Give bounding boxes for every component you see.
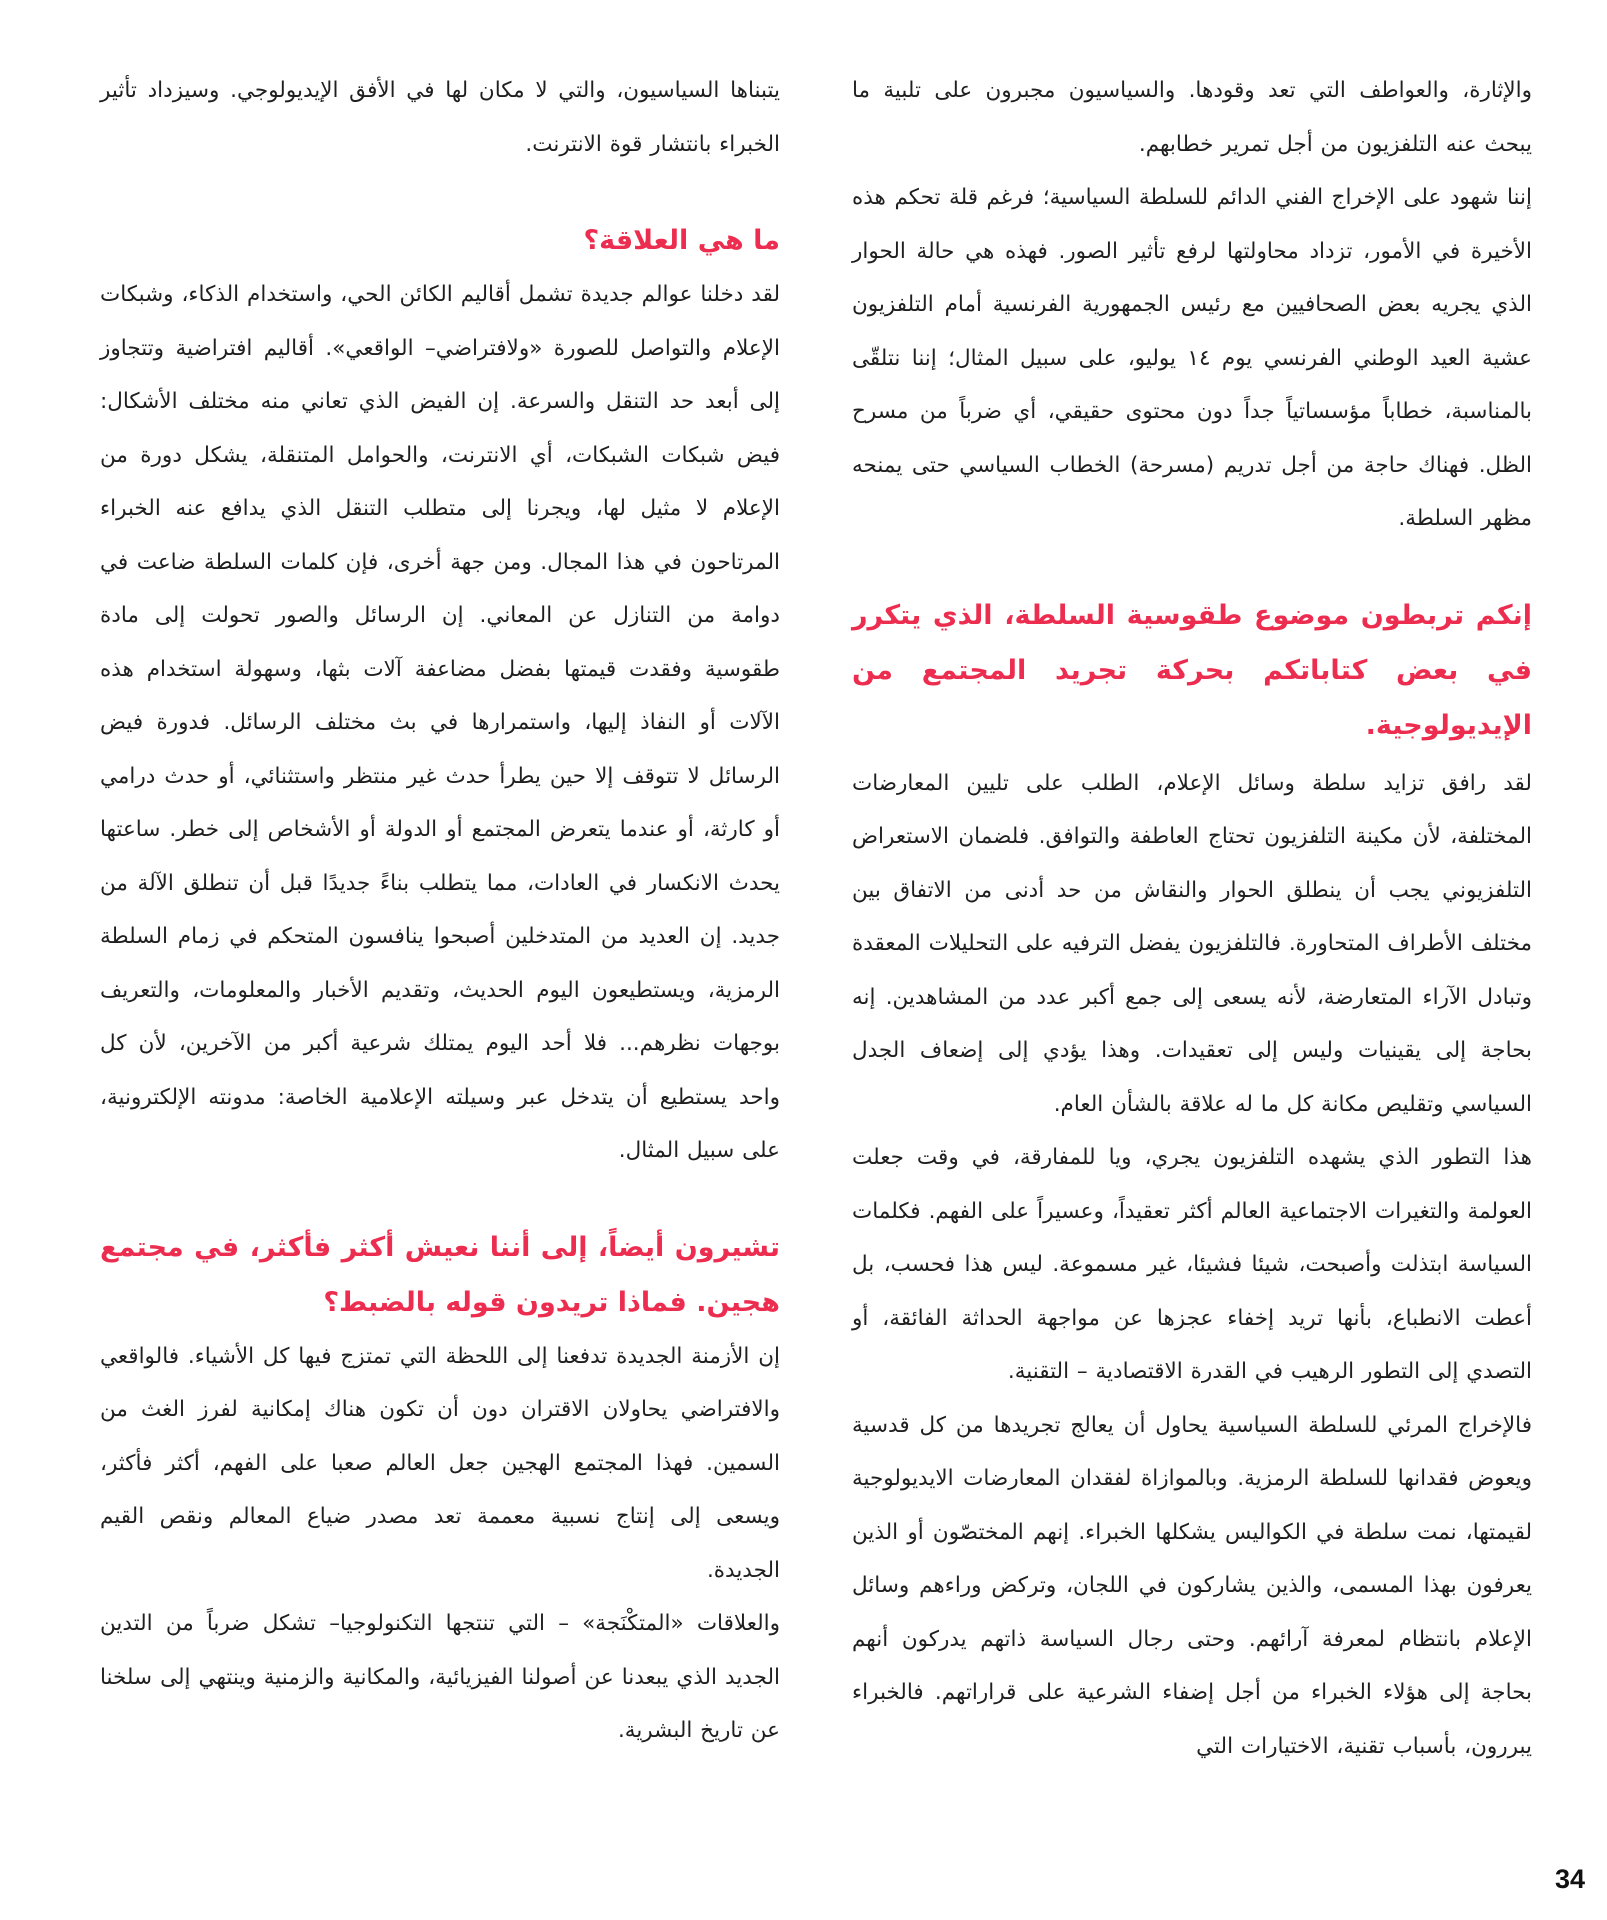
- paragraph: إن الأزمنة الجديدة تدفعنا إلى اللحظة التي تمتزج فيها كل الأشياء. فالواقعي والافتراضي يحاولان الاقتران دون أن تكون هناك إمكانية لفرز الغث من السمين. فهذا المجتمع الهجين جعل العالم صعبا على الفهم، أكثر فأكثر، ويسعى إلى إنتاج نسبية معممة تعد مصدر ضياع المعالم ونقص القيم الجديدة.: [100, 1343, 780, 1583]
- paragraph: إننا شهود على الإخراج الفني الدائم للسلطة السياسية؛ فرغم قلة تحكم هذه الأخيرة في الأمور، تزداد محاولتها لرفع تأثير الصور. فهذه هي حالة الحوار الذي يجريه بعض الصحافيين مع رئيس الجمهورية الفرنسية أمام التلفزيون عشية العيد الوطني الفرنسي يوم ١٤ يوليو، على سبيل المثال؛ إننا نتلقّى بالمناسبة، خطاباً مؤسساتياً جداً دون محتوى حقيقي، أي ضرباً من مسرح الظل. فهناك حاجة من أجل تدريم (مسرحة) الخطاب السياسي حتى يمنحه مظهر السلطة.: [852, 185, 1532, 531]
- paragraph: لقد دخلنا عوالم جديدة تشمل أقاليم الكائن الحي، واستخدام الذكاء، وشبكات الإعلام والتواصل للصورة «ولافتراضي– الواقعي». أقاليم افتراضية وتتجاوز إلى أبعد حد التنقل والسرعة. إن الفيض الذي تعاني منه مختلف الأشكال: فيض شبكات الشبكات، أي الانترنت، والحوامل المتنقلة، يشكل دورة من الإعلام لا مثيل لها، ويجرنا إلى متطلب التنقل الذي يدافع عنه الخبراء المرتاحون في هذا المجال. ومن جهة أخرى، فإن كلمات السلطة ضاعت في دوامة من التنازل عن المعاني. إن الرسائل والصور تحولت إلى مادة طقوسية وفقدت قيمتها بفضل مضاعفة آلات بثها، وسهولة استخدام هذه الآلات أو النفاذ إليها، واستمرارها في بث مختلف الرسائل. فدورة فيض الرسائل لا تتوقف إلا حين يطرأ حدث غير منتظر واستثنائي، أو حدث درامي أو كارثة، أو عندما يتعرض المجتمع أو الدولة أو الأشخاص إلى خطر. ساعتها يحدث الانكسار في العادات، مما يتطلب بناءً جديدًا قبل أن تنطلق الآلة من جديد. إن العديد من المتدخلين أصبحوا ينافسون المتحكم في زمام السلطة الرمزية، ويستطيعون اليوم الحديث، وتقديم الأخبار والمعلومات، والتعريف بوجهات نظرهم... فلا أحد اليوم يمتلك شرعية أكبر من الآخرين، لأن كل واحد يستطيع أن يتدخل عبر وسيلته الإعلامية الخاصة: مدونته الإلكترونية، على سبيل المثال.: [100, 282, 780, 1163]
- paragraph: يتبناها السياسيون، والتي لا مكان لها في الأفق الإيديولوجي. وسيزداد تأثير الخبراء بانتشار قوة الانترنت.: [100, 78, 780, 157]
- paragraph: لقد رافق تزايد سلطة وسائل الإعلام، الطلب على تليين المعارضات المختلفة، لأن مكينة التلفزيون تحتاج العاطفة والتوافق. فلضمان الاستعراض التلفزيوني يجب أن ينطلق الحوار والنقاش من حد أدنى من الاتفاق بين مختلف الأطراف المتحاورة. فالتلفزيون يفضل الترفيه على التحليلات المعقدة وتبادل الآراء المتعارضة، لأنه يسعى إلى جمع أكبر عدد من المشاهدين. إنه بحاجة إلى يقينيات وليس إلى تعقيدات. وهذا يؤدي إلى إضعاف الجدل السياسي وتقليص مكانة كل ما له علاقة بالشأن العام.: [852, 770, 1532, 1117]
- paragraph: فالإخراج المرئي للسلطة السياسية يحاول أن يعالج تجريدها من كل قدسية ويعوض فقدانها للسلطة الرمزية. وبالموازاة لفقدان المعارضات الايديولوجية لقيمتها، نمت سلطة في الكواليس يشكلها الخبراء. إنهم المختصّون أو الذين يعرفون بهذا المسمى، والذين يشاركون في اللجان، وتركض وراءهم وسائل الإعلام بانتظام لمعرفة آرائهم. وحتى رجال السياسة ذاتهم يدركون أنهم بحاجة إلى هؤلاء الخبراء من أجل إضفاء الشرعية على قراراتهم. فالخبراء يبررون، بأسباب تقنية، الاختيارات التي: [852, 1412, 1532, 1759]
- paragraph: هذا التطور الذي يشهده التلفزيون يجري، ويا للمفارقة، في وقت جعلت العولمة والتغيرات الاجتماعية العالم أكثر تعقيداً، وعسيراً على الفهم. فكلمات السياسة ابتذلت وأصبحت، شيئا فشيئا، غير مسموعة. ليس هذا فحسب، بل أعطت الانطباع، بأنها تريد إخفاء عجزها عن مواجهة الحداثة الفائقة، أو التصدي إلى التطور الرهيب في القدرة الاقتصادية – التقنية.: [852, 1145, 1532, 1384]
- left-column: [100, 64, 780, 1758]
- section-heading: إنكم تربطون موضوع طقوسية السلطة، الذي يتكرر في بعض كتاباتكم بحركة تجريد المجتمع من الإيديولوجية.: [852, 599, 1532, 741]
- spacer: [100, 171, 780, 213]
- section-heading: تشيرون أيضاً، إلى أننا نعيش أكثر فأكثر، في مجتمع هجين. فماذا تريدون قوله بالضبط؟: [100, 1231, 780, 1318]
- spacer: [852, 546, 1532, 588]
- right-column: [852, 64, 1532, 1773]
- page-number: 34: [1554, 1864, 1585, 1894]
- paragraph: والعلاقات «المتكْنَجة» – التي تنتجها التكنولوجيا– تشكل ضرباً من التدين الجديد الذي يبعدنا عن أصولنا الفيزيائية، والمكانية والزمنية وينتهي إلى سلخنا عن تاريخ البشرية.: [100, 1611, 780, 1743]
- section-heading: ما هي العلاقة؟: [583, 225, 780, 256]
- paragraph: والإثارة، والعواطف التي تعد وقودها. والسياسيون مجبرون على تلبية ما يبحث عنه التلفزيون من أجل تمرير خطابهم.: [852, 78, 1532, 157]
- spacer: [100, 1178, 780, 1220]
